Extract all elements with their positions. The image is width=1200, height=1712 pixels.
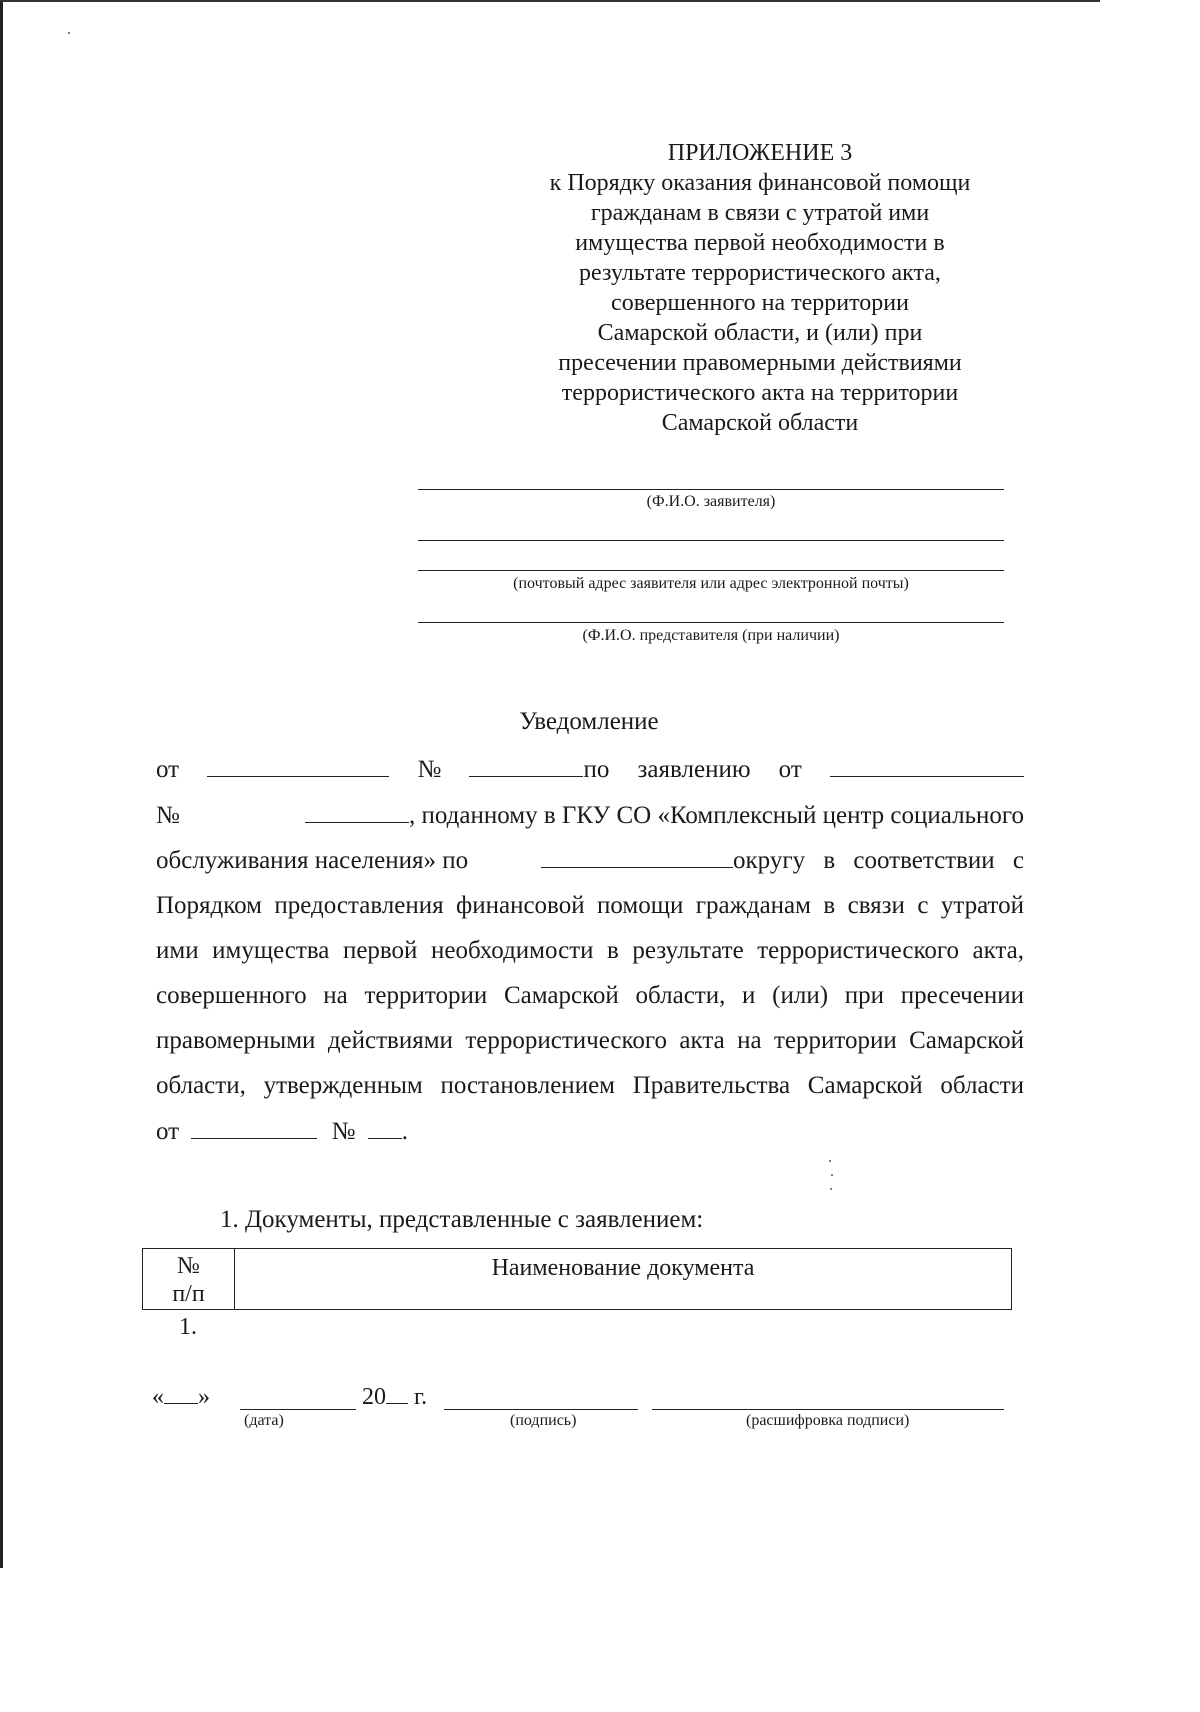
appendix-header: [530, 138, 990, 438]
column-number-line2: п/п: [172, 1281, 205, 1307]
applicant-address-line-2[interactable]: [418, 570, 1004, 571]
scan-left-edge: [0, 0, 3, 1568]
appendix-line: результате террористического акта,: [579, 260, 941, 286]
notice-line-8: области, утвержденным постановлением Правительства Самарской области: [156, 1072, 1024, 1099]
applicant-address-line-1[interactable]: [418, 540, 1004, 541]
notice-date-blank[interactable]: [207, 775, 389, 777]
application-number-blank[interactable]: [305, 821, 409, 823]
line9-period: .: [401, 1118, 408, 1145]
year-suffix: г.: [414, 1384, 428, 1410]
year-prefix: 20: [362, 1384, 386, 1410]
signature-line[interactable]: [444, 1409, 638, 1410]
scan-speck: [829, 1160, 831, 1162]
scan-speck: [831, 1174, 833, 1176]
appendix-heading: ПРИЛОЖЕНИЕ 3: [667, 140, 853, 166]
notice-title: Уведомление: [519, 708, 659, 735]
from-label-3: от: [156, 1118, 180, 1145]
number-label: №: [417, 756, 442, 783]
appendix-line: Самарской области: [661, 410, 859, 436]
from-label-2: от: [778, 756, 802, 783]
signature-decode-line[interactable]: [652, 1409, 1004, 1410]
notice-line-1: [156, 754, 1024, 786]
from-label: от: [156, 756, 180, 783]
representative-line[interactable]: [418, 622, 1004, 623]
resolution-number-blank[interactable]: [368, 1137, 402, 1139]
date-caption: (дата): [244, 1412, 284, 1429]
documents-table: [142, 1248, 1012, 1310]
appendix-line: к Порядку оказания финансовой помощи: [549, 170, 971, 196]
notice-line-3: [156, 845, 1024, 877]
application-date-blank[interactable]: [830, 775, 1024, 777]
applicant-name-caption: (Ф.И.О. заявителя): [646, 493, 776, 510]
appendix-line: совершенного на территории: [611, 290, 909, 316]
notice-line-5: ими имущества первой необходимости в результате террористического акта,: [156, 937, 1024, 964]
scan-speck: [830, 1188, 832, 1190]
district-blank[interactable]: [541, 866, 733, 868]
appendix-line: пресечении правомерными действиями: [558, 350, 962, 376]
appendix-line: Самарской области, и (или) при: [597, 320, 923, 346]
documents-heading: 1. Документы, представленные с заявлением:: [220, 1206, 704, 1233]
appendix-line: гражданам в связи с утратой ими: [590, 200, 930, 226]
scan-speck: [68, 32, 70, 34]
resolution-date-blank[interactable]: [191, 1137, 317, 1139]
line2-text: , поданному в ГКУ СО «Комплексный центр социального: [409, 802, 1024, 829]
appendix-line: террористического акта на территории: [561, 380, 959, 406]
applicant-address-caption: (почтовый адрес заявителя или адрес электронной почты): [513, 575, 909, 592]
signature-row: [152, 1384, 210, 1411]
column-name-header: Наименование документа: [491, 1255, 755, 1281]
notice-line-2: [156, 800, 1024, 832]
column-number-header: [143, 1249, 235, 1309]
line3-left: обслуживания населения» по: [156, 847, 469, 874]
number-po-group: [469, 754, 609, 786]
decode-caption: (расшифровка подписи): [746, 1412, 910, 1429]
table-row-number: 1.: [179, 1314, 197, 1340]
notice-line-7: правомерными действиями террористического акта на территории Самарской: [156, 1027, 1024, 1054]
day-blank[interactable]: [164, 1402, 198, 1404]
year-group: [362, 1384, 427, 1411]
applicant-name-line[interactable]: [418, 489, 1004, 490]
application-word: заявлению: [637, 756, 751, 783]
representative-caption: (Ф.И.О. представителя (при наличии): [582, 627, 840, 644]
appendix-line: имущества первой необходимости в: [575, 230, 945, 256]
notice-line-6: совершенного на территории Самарской области, и (или) при пресечении: [156, 982, 1024, 1009]
line2-group: [305, 800, 1024, 832]
number-label-3: №: [331, 1118, 356, 1145]
po-label: по: [583, 756, 610, 783]
column-number-line1: №: [177, 1253, 200, 1279]
close-quote: »: [198, 1384, 210, 1410]
month-blank[interactable]: [240, 1409, 356, 1410]
year-blank[interactable]: [386, 1402, 408, 1404]
notice-line-4: Порядком предоставления финансовой помощи гражданам в связи с утратой: [156, 892, 1024, 919]
line3-group: [541, 845, 1024, 877]
open-quote: «: [152, 1384, 164, 1410]
notice-number-blank[interactable]: [469, 775, 583, 777]
notice-line-9: [156, 1116, 1024, 1148]
line3-right: округу в соответствии с: [733, 847, 1024, 874]
scan-top-edge: [0, 0, 1100, 2]
number-label-2: №: [156, 802, 180, 829]
signature-caption: (подпись): [510, 1412, 577, 1429]
